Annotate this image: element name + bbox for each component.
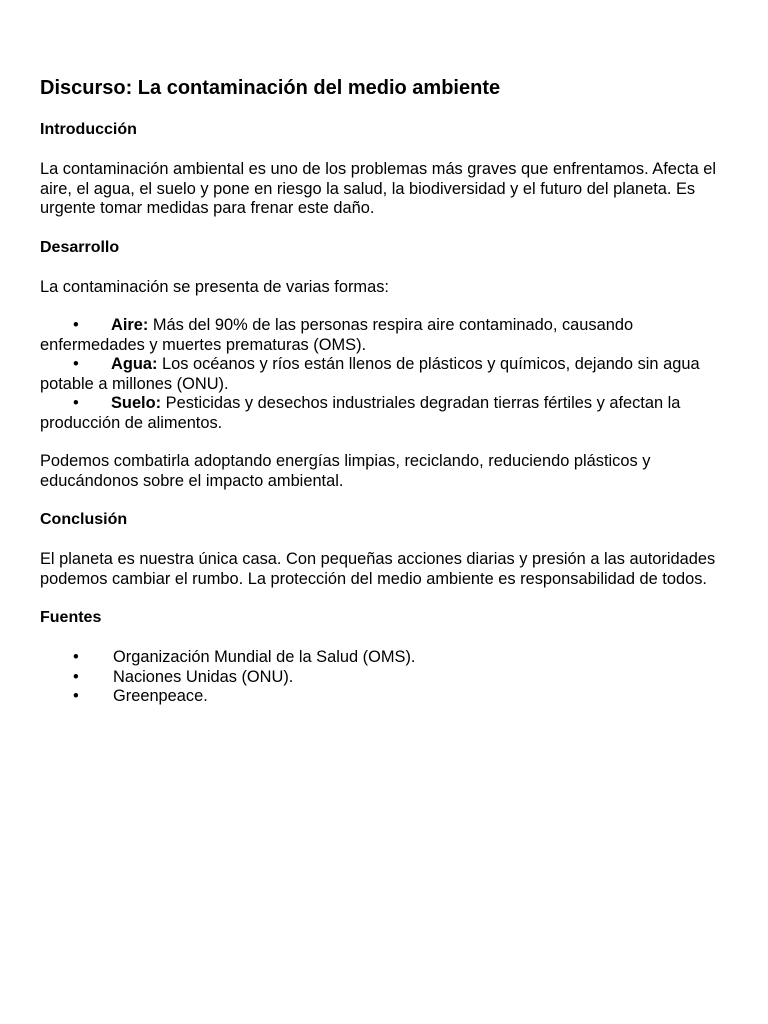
item-label: Suelo: [111, 394, 162, 412]
item-text: Pesticidas y desechos industriales degradan tierras fértiles y afectan la producción de alimentos. [40, 394, 681, 432]
conclusion-heading: Conclusión [40, 511, 128, 528]
sources-list [40, 648, 730, 707]
contamination-types-list [40, 316, 730, 433]
bullet-icon: • [73, 316, 79, 334]
document-page [40, 76, 730, 707]
development-lead: La contaminación se presenta de varias formas: [40, 277, 389, 296]
development-closing: Podemos combatirla adoptando energías limpias, reciclando, reduciendo plásticos y educándonos sobre el impacto ambiental. [40, 452, 651, 490]
list-item [40, 355, 730, 394]
bullet-icon: • [73, 687, 79, 705]
intro-heading: Introducción [40, 121, 137, 138]
intro-paragraph: La contaminación ambiental es uno de los problemas más graves que enfrentamos. Afecta el aire, el agua, el suelo y pone en riesgo la salud, la biodiversidad y el futuro del planeta. Es urgente tomar medidas para frenar este daño. [40, 160, 717, 217]
bullet-icon: • [73, 355, 79, 373]
item-label: Aire: [111, 316, 149, 334]
bullet-icon: • [73, 667, 79, 686]
item-text: Los océanos y ríos están llenos de plásticos y químicos, dejando sin agua potable a millones (ONU). [40, 355, 700, 393]
source-text: Naciones Unidas (ONU). [113, 667, 294, 686]
document-title: Discurso: La contaminación del medio ambiente [40, 77, 501, 99]
source-text: Organización Mundial de la Salud (OMS). [113, 648, 416, 666]
conclusion-paragraph: El planeta es nuestra única casa. Con pequeñas acciones diarias y presión a las autoridades podemos cambiar el rumbo. La protección del medio ambiente es responsabilidad de todos. [40, 550, 716, 588]
source-text: Greenpeace. [113, 687, 208, 705]
list-item [40, 668, 730, 688]
list-item [40, 648, 730, 668]
list-item [40, 687, 730, 707]
list-item [40, 394, 730, 433]
list-item [40, 316, 730, 355]
sources-heading: Fuentes [40, 609, 102, 626]
bullet-icon: • [73, 648, 79, 666]
development-heading: Desarrollo [40, 238, 120, 256]
item-label: Agua: [111, 355, 158, 373]
bullet-icon: • [73, 394, 79, 412]
item-text: Más del 90% de las personas respira aire contaminado, causando enfermedades y muertes prematuras (OMS). [40, 316, 634, 354]
